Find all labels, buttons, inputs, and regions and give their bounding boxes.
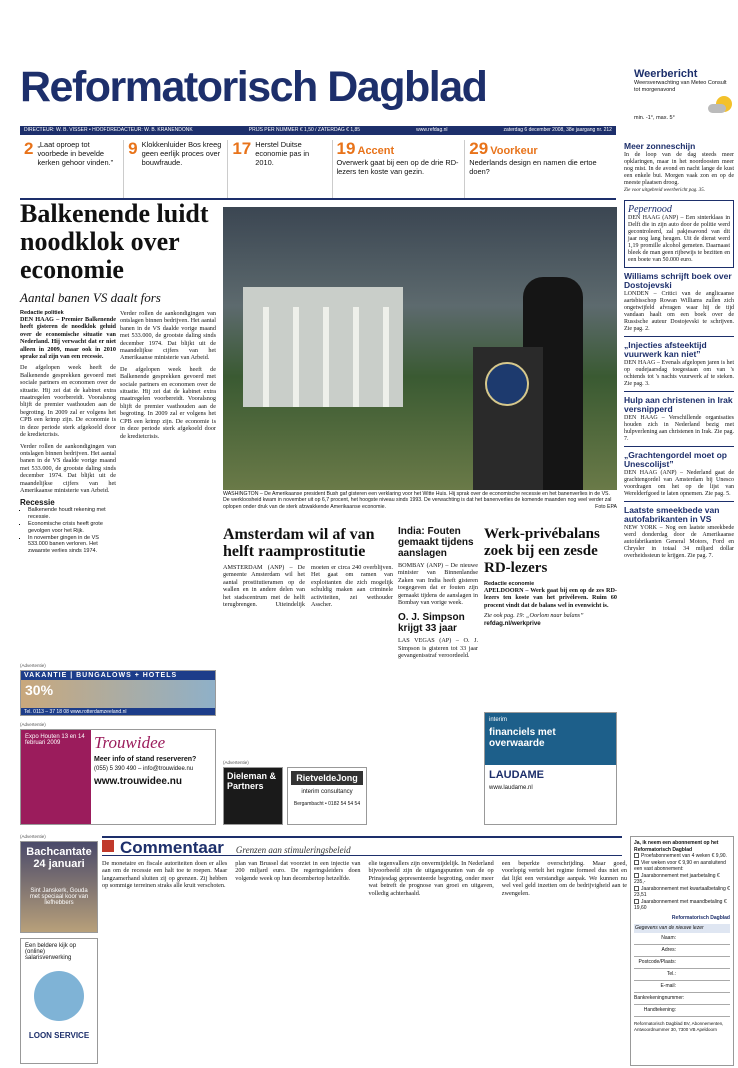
field-label: Adres: (661, 946, 676, 953)
lead-body-2-cont: Verder rollen de aankondigingen van ontslagen binnen bedrijven. Het aantal banen in de VS daalde vorige maand met 533.000, de grootste daling sinds december 1974. Dat blijkt uit de maandelijkse cijfers van het Amerikaanse ministerie van Arbeid. (120, 310, 216, 362)
commentaar-header (102, 836, 622, 856)
article-title[interactable]: India: Fouten gemaakt tijdens aanslagen (398, 526, 474, 559)
ad-laudame-brand: LAUDAME (489, 769, 544, 781)
checkbox[interactable] (634, 873, 639, 878)
ad-vakantie-pct: 30% (21, 680, 215, 708)
teaser-page: 2 (24, 139, 34, 158)
pepernood-text: DEN HAAG (ANP) – Een sinterklaas in Delft die in zijn auto door de politie werd gecontroleerd, zal pakjesavond van dit jaar nog lang heugen. Uit de dienst werd 1,19 promille alcohol gemeten. Daarnaast bleek de man geen rijbewijs te bezitten en een boete van 50.000 euro. (628, 214, 730, 263)
issue-date: zaterdag 6 december 2008, 38e jaargang nr. 212 (503, 127, 612, 133)
ad-rietvelde[interactable] (287, 767, 367, 825)
article-amsterdam (223, 526, 393, 608)
lead-byline: Redactie politiek (20, 310, 64, 316)
teaser-keyword: Voorkeur (490, 145, 538, 157)
field-label: Postcode/Plaats: (638, 958, 676, 965)
lead-body-1-cont: De afgelopen week heeft de Balkenende gesprekken gevoerd met sociale partners en economen over de situatie. Hij zei dat de kabinet extra maatregelen voorbereidt. Vooralsnog blijft de premier vasthouden aan de begroting. In 2009 zal er volgens het CPB een krimp zijn. De economie is in deze periode sterk afgekoeld door de kredietcrisis. (120, 365, 216, 440)
commentaar-marker (102, 840, 114, 852)
article-title[interactable]: Amsterdam wil af van helft raamprostitutie (223, 526, 375, 560)
article-text: APELDOORN – Werk gaat bij een op de zes RD-lezers ten koste van het privéleven. Ruim 60 procent vindt dat de balans wel in evenwicht is. (484, 587, 617, 609)
teaser-item[interactable] (123, 140, 227, 198)
column (383, 307, 389, 407)
news-text: DEN HAAG (ANP) – Nederland gaat de grachtengordel van Amsterdam bij Unesco voordragen om het op de lijst van Werelderfgoed te laten opnemen. Zie pag. 5. (624, 469, 734, 497)
teaser-text: Overwerk gaat bij een op de drie RD-lezers ten koste van gezin. (336, 158, 459, 176)
weather-summary-link[interactable]: Zie voor uitgebreid weerbericht pag. 35. (624, 187, 706, 193)
divider (624, 391, 734, 392)
weather-temps: min. -1°, max. 5° (634, 115, 675, 121)
column (293, 307, 299, 407)
weather-desc: Weersverwachting van Meteo Consult tot morgenavond (634, 80, 727, 93)
ad-loonservice[interactable] (20, 938, 98, 1064)
directors: DIRECTEUR: W. B. VISSER • HOOFDREDACTEUR: W. B. KRANENDONK (24, 127, 193, 133)
website-link[interactable]: www.refdag.nl (416, 127, 448, 133)
checkbox[interactable] (634, 886, 639, 891)
caption-text: WASHINGTON – De Amerikaanse president Bush gaf gisteren een verklaring voor het Witte Huis. Hij sprak over de economische recessie en het banenverlies in de VS. De werkloosheid kwam in november uit op 6,7 procent, het hoogste niveau sinds 1993. De verwachting is dat het banenverlies de komende maanden nog veel verder zal oplopen onder druk van de sterk afzwakkende Amerikaanse economie. (223, 491, 612, 510)
ad-label: (Advertentie) (20, 722, 46, 727)
form-option: Jaarabonnement met maandbetaling € 19,60 (634, 898, 727, 911)
teaser-text: Herstel Duitse economie pas in 2010. (255, 140, 310, 167)
form-title: Ja, ik neem een abonnement op het Reformatorisch Dagblad (634, 840, 719, 853)
ad-vakantie[interactable] (20, 670, 216, 716)
article-text: LAS VEGAS (AP) – O. J. Simpson is gisteren tot 33 jaar gevangenisstraf veroordeeld. (398, 637, 478, 660)
teaser-item[interactable] (227, 140, 331, 198)
field-label: Handtekening: (643, 1006, 676, 1013)
presidential-seal (485, 362, 529, 406)
news-title[interactable]: Williams schrijft boek over Dostojevski (624, 270, 732, 290)
weather-summary-text: In de loop van de dag steeds meer opklaringen, maar in het noordoosten meer nog mist. In de avond en nacht lange de kust een enkele bui. Morgen vaak zon en op de meeste plaatsen droog. (624, 151, 734, 186)
article-title[interactable]: Werk-privébalans zoek bij een zesde RD-lezers (484, 526, 600, 576)
pepernood-title: Pepernood (628, 203, 672, 215)
teaser-item[interactable] (20, 140, 123, 198)
form-field-email[interactable] (634, 983, 730, 993)
news-title[interactable]: Hulp aan christenen in Irak versnipperd (624, 394, 733, 414)
form-brand: Reformatorisch Dagblad (671, 914, 730, 921)
form-option: Jaarabonnement met kwartaalbetaling € 23,51 (634, 885, 730, 898)
news-title[interactable]: „Grachtengordel moet op Unescolijst” (624, 449, 727, 469)
form-field-naam[interactable] (634, 935, 730, 945)
form-option: Proefabonnement van 4 weken € 9,90. (641, 853, 727, 859)
lead-column-2 (120, 310, 216, 440)
form-field-signature[interactable] (634, 1007, 730, 1017)
ad-vakantie-title: VAKANTIE | BUNGALOWS + HOTELS (21, 671, 215, 680)
checkbox[interactable] (634, 860, 639, 865)
ad-laudame[interactable] (484, 712, 617, 825)
bullet-item: ▪ Economische crisis heeft grote gevolgen voor het Rijk. (28, 521, 116, 535)
ad-dieleman[interactable] (223, 767, 283, 825)
ad-bach-sub: Sint Janskerk, Gouda met speciaal koor van liefhebbers (29, 888, 89, 906)
teaser-bar (20, 140, 616, 198)
right-column (624, 138, 734, 560)
ad-dieleman-name: Dieleman & Partners (227, 771, 277, 791)
teaser-page: 19 (336, 139, 356, 158)
commentaar-col: een beperkte overschrijding. Maar goed, voorlopig vertelt het regime formeel dus niet en dat lijkt een verstandige aanpak. We kunnen nu wel veel geld inzetten om de bedrijvigheid aan te zwengelen. (501, 860, 627, 897)
eye-icon (34, 971, 84, 1021)
ad-laudame-site: www.laudame.nl (489, 785, 533, 791)
commentaar-title: Commentaar (120, 838, 224, 857)
checkbox[interactable] (634, 853, 639, 858)
lead-body-1: De afgelopen week heeft de Balkenende gesprekken gevoerd met sociale partners en economen over de situatie. Hij zei dat de kabinet extra maatregelen voorbereidt. Vooralsnog blijft de premier vasthouden aan de begroting. In 2009 zal er volgens het CPB een krimp zijn. De economie is in deze periode sterk afgekoeld door de kredietcrisis. (20, 364, 116, 439)
form-field-bank[interactable] (634, 995, 730, 1005)
bullet-item: ▪ Balkenende houdt rekening met recessie. (28, 507, 116, 521)
weather-title: Weerbericht (634, 68, 698, 80)
teaser-text: Klokkenluider Bos kreeg geen eerlijk proces over bouwfraude. (141, 140, 222, 167)
ad-label: (Advertentie) (20, 663, 46, 668)
article-text: AMSTERDAM (ANP) – De gemeente Amsterdam wil het aantal prostitutieramen op de wallen en in andere delen van het stadscentrum met de helft terugbrengen. Uiteindelijk moeten er circa 240 overblijven. Het gaat om ramen van exploitanten die zich mogelijk schuldig maken aan criminele activiteiten, zei wethouder Asscher. (223, 564, 393, 609)
column (323, 307, 329, 407)
field-label: Bankrekeningnummer: (634, 994, 685, 1001)
news-title[interactable]: Laatste smeekbede van autofabrikanten in VS (624, 504, 720, 524)
article-site[interactable]: refdag.nl/werkprive (484, 619, 541, 627)
article-text: BOMBAY (ANP) – De nieuwe minister van Binnenlandse Zaken van India heeft gisteren toegegeven dat er fouten zijn gemaakt tijdens de aanslagen in Bombay van vorige week. (398, 562, 478, 607)
ad-label: (Advertentie) (223, 760, 249, 765)
article-byline: Redactie economie (484, 581, 535, 587)
divider (624, 501, 734, 502)
commentaar-col: plan van Brussel dat voorziet in een injectie van 200 miljard euro. De regeringsleiders doen volgende week op hun decembertop hetzelfde. (235, 860, 361, 882)
ad-bach[interactable] (20, 841, 98, 933)
ad-rietvelde-name: RietveldeJong (291, 771, 363, 785)
field-label: Naam: (661, 934, 676, 941)
pepernood-box (624, 200, 734, 268)
photo-credit: Foto EPA (595, 503, 617, 510)
price: PRIJS PER NUMMER € 1,50 / ZATERDAG € 1,85 (248, 127, 361, 133)
subscription-form (630, 836, 734, 1066)
article-link[interactable]: Zie ook pag. 19: „Oorlom naar balans” (484, 612, 584, 620)
column (263, 307, 269, 407)
weather-summary-title[interactable]: Meer zonneschijn (624, 141, 696, 151)
lead-body-2: Verder rollen de aankondigingen van ontslagen binnen bedrijven. Het aantal banen in de VS daalde vorige maand met 533.000, de grootste daling sinds december 1974. Dat blijkt uit de maandelijkse cijfers van het Amerikaanse ministerie van Arbeid. (20, 442, 116, 494)
ad-trouw-brand: Trouwidee (94, 733, 166, 752)
info-bar (20, 126, 616, 135)
commentaar-subtitle: Grenzen aan stimuleringsbeleid (235, 845, 351, 855)
news-text: NEW YORK – Nog een laatste smeekbede werd donderdag door de Amerikaanse autofabrikanten General Motors, Ford en Chrysler in totaal 34 miljard dollar overheidssteun te krijgen. Zie pag. 7. (624, 524, 734, 559)
form-field-adres[interactable] (634, 947, 730, 957)
photo-caption (223, 491, 617, 510)
commentaar-col: De monetaire en fiscale autoriteiten doen er alles aan om de recessie een halt toe te roepen. Maar langzamerhand sluiten zij op grenzen. Zij hebben op sommige terreinen straks alle kruit verschoten. (102, 860, 228, 890)
teaser-text: „Laat oproep tot voorbede in bevelde kerken gehoor vinden.” (37, 140, 114, 167)
ad-rietvelde-sub: interim consultancy (301, 789, 353, 795)
teaser-item[interactable] (464, 140, 616, 198)
teaser-page: 29 (469, 139, 489, 158)
form-field-tel[interactable] (634, 971, 730, 981)
lead-intro: DEN HAAG – Premier Balkenende heeft gisteren de noodklok geluid over de economische situatie van Nederland. Hij verwacht dat er niet alleen in 2009, maar ook in 2010 sprake zal zijn van een recessie. (20, 316, 116, 361)
form-option: Jaarabonnement met jaarbetaling € 235,- (634, 872, 720, 885)
teaser-item[interactable] (332, 140, 465, 198)
news-text: LONDEN – Critici van de anglicaanse aartsbisschop Rowan Williams zullen zich ongetwijfeld afvragen waar hij de tijd vandaan haalt om een boek over de Russische auteur Dostojevski te schrijven. Zie pag. 2. (624, 290, 734, 332)
lead-subhead: Recessie (20, 498, 55, 508)
checkbox[interactable] (634, 899, 639, 904)
teaser-text: Nederlands design en namen die ertoe doen? (469, 158, 597, 176)
ad-trouw-question: Meer info of stand reserveren? (94, 756, 197, 763)
form-option: Vier weken voor € 9,90 en aansluitend een vast abonnement: (634, 859, 726, 872)
commentaar-body (102, 860, 627, 897)
ad-rietvelde-phone: Bergambacht • 0182 54 54 54 (293, 801, 361, 807)
bullet-item: ▪ In november gingen in de VS 533.000 banen verloren. Het zwaarste verlies sinds 1974. (28, 535, 116, 555)
news-text: DEN HAAG – Verschillende organisaties houden zich in Nederland bezig met hulpverlening aan christenen in Irak. Zie pag. 7. (624, 414, 734, 442)
lead-photo[interactable] (223, 207, 617, 490)
column (353, 307, 359, 407)
ad-trouwidee[interactable] (20, 729, 216, 825)
article-werk (484, 526, 617, 627)
lead-bullets (20, 507, 116, 555)
ad-trouw-site: www.trouwidee.nu (94, 776, 182, 787)
article-india (398, 526, 478, 660)
form-field-postcode[interactable] (634, 959, 730, 969)
ad-trouw-expo: Expo Houten 13 en 14 februari 2009 (21, 730, 91, 824)
cloud-icon (708, 104, 726, 113)
teaser-page: 9 (128, 139, 138, 158)
divider (624, 336, 734, 337)
commentaar-col: elie tegenvallers zijn onvermijdelijk. In Nederland bijvoorbeeld zijn de uitgangspunten van de op Prinsjesdag gepresenteerde begroting, onder meer wat betreft de prognose van groei en uitgaven, volledig achterhaald. (368, 860, 494, 897)
teaser-keyword: Accent (357, 145, 395, 157)
field-label: E-mail: (660, 982, 676, 989)
ad-loon-brand: LOON SERVICE (28, 1031, 90, 1040)
lead-headline[interactable]: Balkenende luidt noodklok over economie (20, 199, 209, 284)
ad-laudame-sub: interim (489, 717, 508, 723)
weather-box (634, 68, 734, 122)
form-footer: Reformatorisch Dagblad BV, Abonnementen, Antwoordnummer 30, 7300 VB Apeldoorn (634, 1020, 724, 1032)
form-section: Gegevens van de nieuwe lezer (634, 924, 730, 933)
lead-subheadline: Aantal banen VS daalt fors (20, 290, 161, 305)
ad-laudame-head: financiels met overwaarde (489, 727, 556, 749)
news-text: DEN HAAG – Evenals afgelopen jaren is het op oudejaarsdag toegestaan om van 's ochtends tot 's nachts vuurwerk af te steken. Zie pag. 3. (624, 359, 734, 387)
ad-trouw-phone: (055) 5 390 490 – info@trouwidee.nu (94, 766, 194, 772)
ad-label: (Advertentie) (20, 834, 46, 839)
masthead-title: Reformatorisch Dagblad (20, 63, 487, 111)
divider (624, 446, 734, 447)
ad-vakantie-phone: Tel. 0113 – 37 18 08 www.rotterdamzeeland.nl (21, 708, 215, 716)
lead-column-1 (20, 310, 116, 555)
news-title[interactable]: „Injecties afsteektijd vuurwerk kan niet” (624, 339, 707, 359)
teaser-page: 17 (232, 139, 252, 158)
ad-bach-title: Bachcantate 24 januari (26, 846, 92, 870)
ad-loon-text: Een beldere kijk op (online) salarisverwerking (25, 943, 77, 961)
article-title[interactable]: O. J. Simpson krijgt 33 jaar (398, 612, 465, 635)
field-label: Tel.: (666, 970, 676, 977)
